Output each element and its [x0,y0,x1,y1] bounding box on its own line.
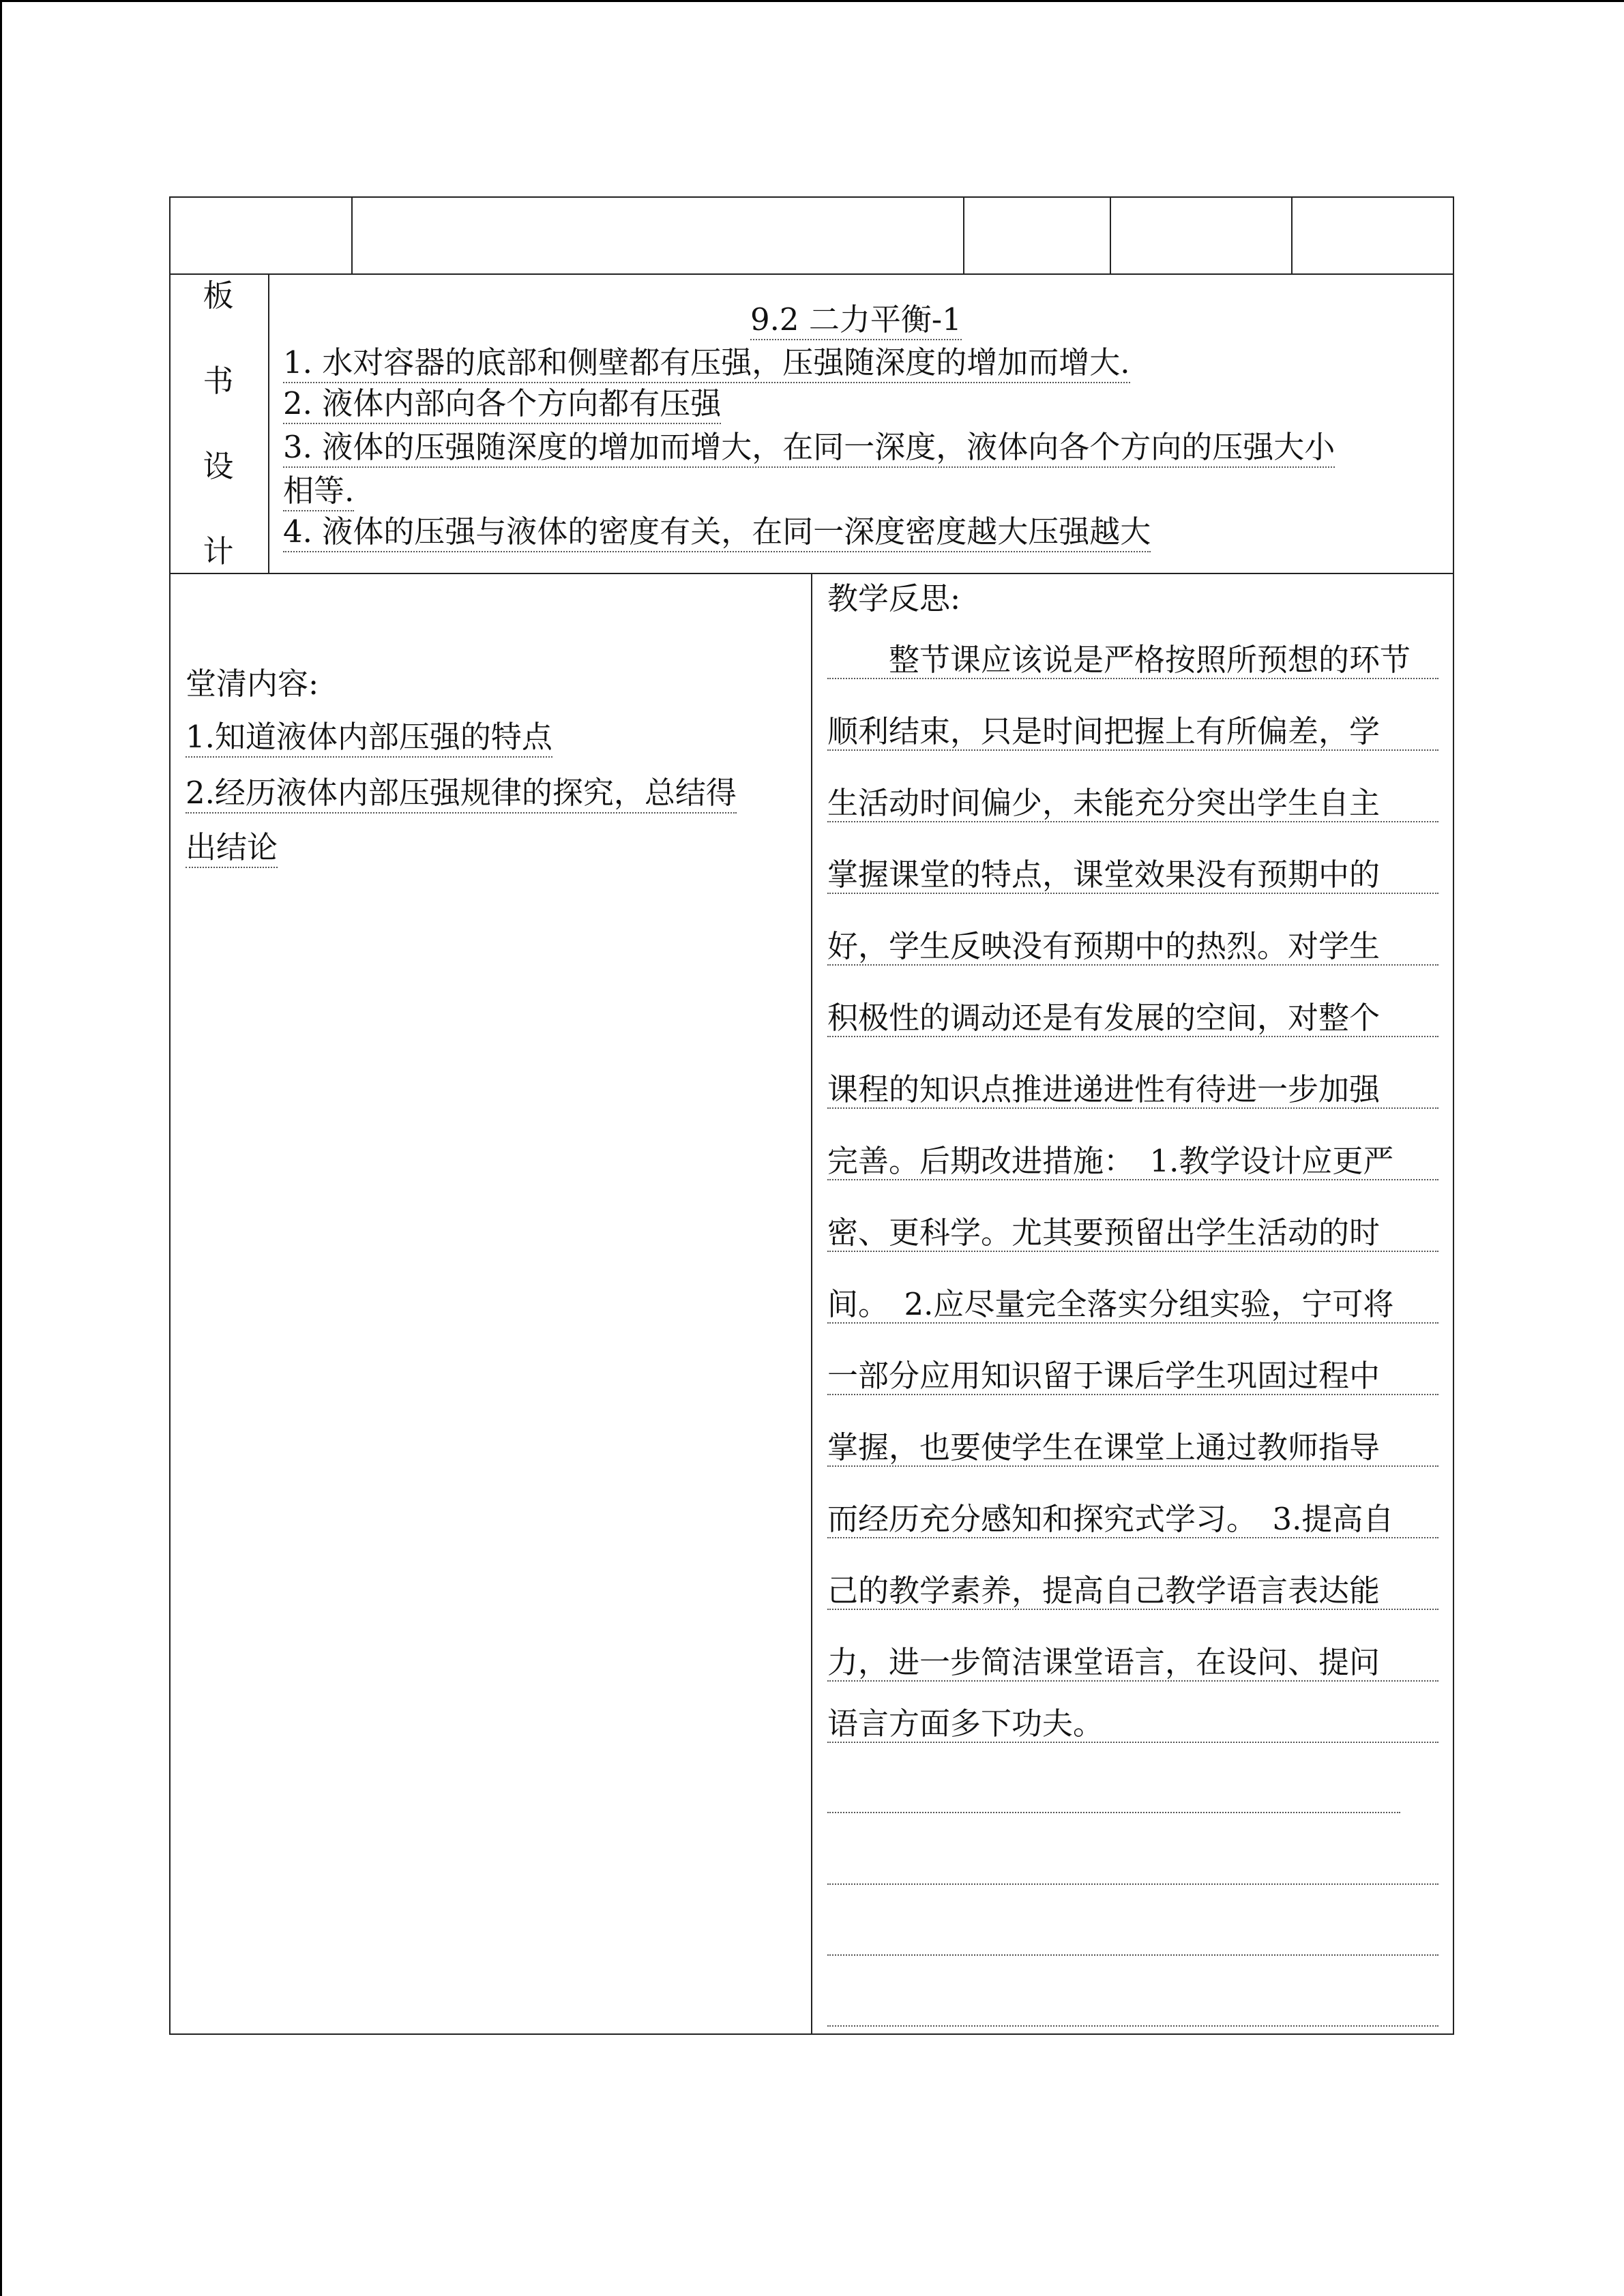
reflection-heading: 教学反思: [827,580,961,616]
reflection-line-11: 一部分应用知识留于课后学生巩固过程中 [827,1357,1438,1395]
reflection-line-10: 间。 2.应尽量完全落实分组实验，宁可将 [827,1285,1438,1324]
reflection-line-1: 整节课应该说是严格按照所预想的环节 [827,641,1438,679]
clear-content-line-1 [186,718,552,756]
reflection-line-3: 生活动时间偏少，未能充分突出学生自主 [827,784,1438,822]
reflection-line-2: 顺利结束，只是时间把握上有所偏差，学 [827,713,1438,751]
clear-content-line-2-text: 2.经历液体内部压强规律的探究，总结得 [186,775,737,814]
board-label-char-2: 书 [203,363,234,399]
board-title-text: 9.2 二力平衡-1 [750,301,962,340]
header-divider-4 [1291,196,1293,274]
clear-content-line-1-text: 1.知道液体内部压强的特点 [186,719,552,758]
reflection-line-8: 完善。后期改进措施： 1.教学设计应更严 [827,1142,1438,1180]
clear-content-line-2 [186,774,737,812]
blank-writing-line-4 [827,2024,1438,2027]
header-divider-3 [1110,196,1111,274]
blank-writing-line-1 [827,1810,1400,1813]
board-label-divider [268,274,269,573]
header-divider-2 [963,196,964,274]
reflection-line-6: 积极性的调动还是有发展的空间，对整个 [827,999,1438,1037]
header-row-bottom-border [169,273,1454,275]
blank-writing-line-3 [827,1953,1438,1956]
board-line-2-text: 2. 液体内部向各个方向都有压强 [283,385,721,424]
blank-writing-line-2 [827,1882,1438,1885]
board-line-3-cont [283,472,354,510]
reflection-line-12: 掌握，也要使学生在课堂上通过教师指导 [827,1429,1438,1467]
board-line-3-cont-text: 相等. [283,473,354,511]
reflection-line-4: 掌握课堂的特点，课堂效果没有预期中的 [827,856,1438,894]
board-line-1 [283,344,1130,382]
reflection-line-9: 密、更科学。尤其要预留出学生活动的时 [827,1214,1438,1252]
reflection-line-5: 好，学生反映没有预期中的热烈。对学生 [827,927,1438,966]
clear-content-line-3-text: 出结论 [186,829,278,868]
board-line-3-text: 3. 液体的压强随深度的增加而增大，在同一深度，液体向各个方向的压强大小 [283,429,1335,468]
bottom-row-divider [811,573,812,2035]
reflection-line-13: 而经历充分感知和探究式学习。 3.提高自 [827,1500,1438,1538]
reflection-line-16: 语言方面多下功夫。 [827,1705,1438,1743]
board-label-char-4: 计 [203,533,234,569]
clear-content-heading: 堂清内容: [186,666,319,702]
header-divider-1 [351,196,353,274]
board-line-4 [283,513,1151,551]
clear-content-line-3 [186,829,278,867]
reflection-line-7: 课程的知识点推进递进性有待进一步加强 [827,1071,1438,1109]
reflection-line-15: 力，进一步简洁课堂语言，在设问、提问 [827,1643,1438,1682]
board-label-char-1: 板 [203,278,234,314]
board-line-3 [283,428,1335,466]
board-line-4-text: 4. 液体的压强与液体的密度有关，在同一深度密度越大压强越大 [283,513,1151,552]
board-line-1-text: 1. 水对容器的底部和侧壁都有压强，压强随深度的增加而增大. [283,344,1130,383]
board-label-char-3: 设 [203,448,234,484]
board-title [750,301,962,339]
board-line-2 [283,385,721,423]
reflection-line-14: 己的教学素养，提高自己教学语言表达能 [827,1572,1438,1610]
